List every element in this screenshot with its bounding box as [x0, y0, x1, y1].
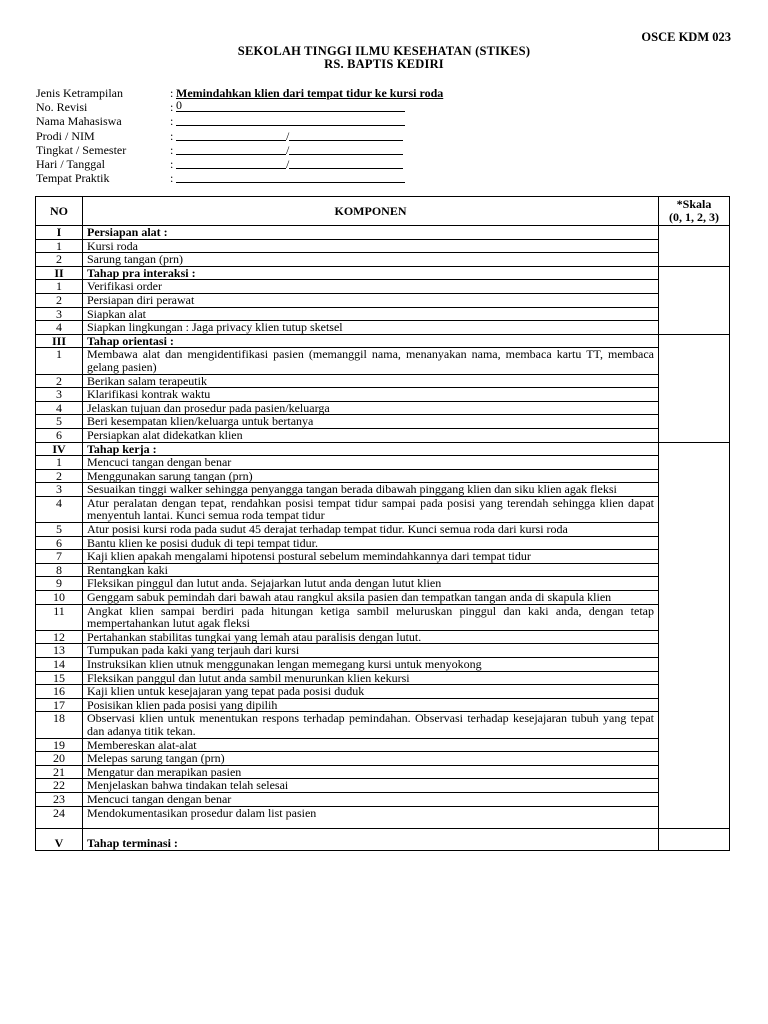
item-text: Bantu klien ke posisi duduk di tepi tempat tidur. — [83, 536, 659, 550]
item-text: Jelaskan tujuan dan prosedur pada pasien/keluarga — [83, 401, 659, 415]
table-row — [36, 280, 730, 294]
colon: : — [170, 128, 174, 143]
table-row — [36, 685, 730, 699]
table-row — [36, 253, 730, 267]
item-text: Beri kesempatan klien/keluarga untuk bertanya — [83, 415, 659, 429]
blank-line[interactable] — [176, 129, 286, 141]
item-number: 2 — [36, 293, 83, 307]
table-row — [36, 348, 730, 374]
section-row — [36, 266, 730, 280]
item-number: 10 — [36, 591, 83, 605]
item-text: Pertahankan stabilitas tungkai yang lemah atau paralisis dengan lutut. — [83, 630, 659, 644]
item-number: 13 — [36, 644, 83, 658]
item-text: Angkat klien sampai berdiri pada hitungan ketiga sambil meluruskan pinggul dan kaki anda, dengan tetap mempertahankan lutut agak fleksi — [83, 604, 659, 630]
table-header-row — [36, 197, 730, 226]
info-row — [36, 157, 443, 171]
colon: : — [170, 171, 174, 186]
table-row — [36, 374, 730, 388]
section-row — [36, 334, 730, 348]
section-number: V — [36, 828, 83, 850]
section-title: Tahap pra interaksi : — [83, 266, 659, 280]
field-label: Tingkat / Semester — [36, 142, 127, 157]
score-cell[interactable] — [659, 266, 730, 334]
blank-line[interactable] — [176, 143, 286, 155]
table-row — [36, 591, 730, 605]
section-number: IV — [36, 442, 83, 456]
item-number: 7 — [36, 550, 83, 564]
item-number: 20 — [36, 752, 83, 766]
section-title: Tahap kerja : — [83, 442, 659, 456]
item-text: Mendokumentasikan prosedur dalam list pasien — [83, 806, 659, 828]
slash-separator: / — [286, 142, 290, 157]
table-row — [36, 644, 730, 658]
section-number: II — [36, 266, 83, 280]
item-number: 24 — [36, 806, 83, 828]
table-row — [36, 550, 730, 564]
blank-line[interactable] — [176, 157, 286, 169]
section-row — [36, 226, 730, 240]
item-number: 4 — [36, 401, 83, 415]
table-row — [36, 307, 730, 321]
info-row — [36, 129, 443, 143]
item-text: Persiapan diri perawat — [83, 293, 659, 307]
item-text: Membawa alat dan mengidentifikasi pasien (memanggil nama, menanyakan nama, membaca kartu TT, membaca gelang pasien) — [83, 348, 659, 374]
item-number: 1 — [36, 280, 83, 294]
item-number: 17 — [36, 698, 83, 712]
table-row — [36, 456, 730, 470]
item-text: Genggam sabuk pemindah dari bawah atau rangkul aksila pasien dan tempatkan tangan anda di skapula klien — [83, 591, 659, 605]
item-number: 16 — [36, 685, 83, 699]
item-number: 14 — [36, 658, 83, 672]
item-number: 6 — [36, 428, 83, 442]
score-cell[interactable] — [659, 334, 730, 442]
table-row — [36, 765, 730, 779]
item-number: 1 — [36, 348, 83, 374]
colon: : — [170, 156, 174, 171]
table-row — [36, 738, 730, 752]
item-number: 21 — [36, 765, 83, 779]
item-text: Fleksikan panggul dan lutut anda sambil menurunkan klien kekursi — [83, 671, 659, 685]
item-number: 2 — [36, 253, 83, 267]
table-row — [36, 388, 730, 402]
table-row — [36, 698, 730, 712]
table-row — [36, 321, 730, 335]
section-row — [36, 828, 730, 850]
slash-separator: / — [286, 156, 290, 171]
header-skala-label: *Skala — [676, 197, 712, 211]
item-number: 1 — [36, 456, 83, 470]
item-text: Mencuci tangan dengan benar — [83, 792, 659, 806]
institution-title: SEKOLAH TINGGI ILMU KESEHATAN (STIKES) — [237, 44, 531, 58]
section-row — [36, 442, 730, 456]
info-row — [36, 171, 443, 185]
blank-line[interactable] — [289, 157, 403, 169]
table-row — [36, 483, 730, 497]
field-label: Hari / Tanggal — [36, 156, 105, 171]
item-text: Sesuaikan tinggi walker sehingga penyangga tangan berada dibawah pinggang klien dan siku klien agak fleksi — [83, 483, 659, 497]
item-text: Tumpukan pada kaki yang terjauh dari kursi — [83, 644, 659, 658]
item-text: Melepas sarung tangan (prn) — [83, 752, 659, 766]
item-text: Atur posisi kursi roda pada sudut 45 derajat terhadap tempat tidur. Kunci semua roda dari kursi roda — [83, 523, 659, 537]
blank-line[interactable] — [289, 129, 403, 141]
blank-line[interactable] — [176, 114, 405, 126]
table-row — [36, 523, 730, 537]
field-label: Tempat Praktik — [36, 171, 110, 186]
item-number: 3 — [36, 307, 83, 321]
item-text: Kaji klien untuk kesejajaran yang tepat pada posisi duduk — [83, 685, 659, 699]
table-row — [36, 658, 730, 672]
hospital-title: RS. BAPTIS KEDIRI — [324, 57, 444, 71]
score-cell[interactable] — [659, 442, 730, 828]
item-number: 6 — [36, 536, 83, 550]
item-text: Membereskan alat-alat — [83, 738, 659, 752]
item-text: Observasi klien untuk menentukan respons terhadap pemindahan. Observasi terhadap kesejajaran tubuh yang tepat dan adanya titik tekan. — [83, 712, 659, 738]
checklist-table — [35, 196, 730, 851]
item-number: 9 — [36, 577, 83, 591]
table-row — [36, 712, 730, 738]
item-number: 5 — [36, 415, 83, 429]
table-row — [36, 752, 730, 766]
document-code: OSCE KDM 023 — [641, 30, 731, 44]
field-label: No. Revisi — [36, 100, 88, 115]
info-row — [36, 86, 443, 100]
table-row — [36, 563, 730, 577]
section-title: Tahap terminasi : — [83, 828, 659, 850]
info-row — [36, 114, 443, 128]
item-number: 3 — [36, 483, 83, 497]
item-text: Rentangkan kaki — [83, 563, 659, 577]
blank-line[interactable]: 0 — [176, 100, 405, 112]
table-row — [36, 469, 730, 483]
table-row — [36, 293, 730, 307]
item-number: 15 — [36, 671, 83, 685]
colon: : — [170, 142, 174, 157]
section-number: III — [36, 334, 83, 348]
colon: : — [170, 86, 174, 100]
item-text: Persiapkan alat didekatkan klien — [83, 428, 659, 442]
item-number: 1 — [36, 239, 83, 253]
item-number: 18 — [36, 712, 83, 738]
blank-line[interactable] — [289, 143, 403, 155]
section-title: Tahap orientasi : — [83, 334, 659, 348]
item-number: 2 — [36, 374, 83, 388]
item-text: Mengatur dan merapikan pasien — [83, 765, 659, 779]
table-row — [36, 806, 730, 828]
colon: : — [170, 100, 174, 115]
info-row — [36, 143, 443, 157]
table-row — [36, 604, 730, 630]
table-row — [36, 428, 730, 442]
item-number: 12 — [36, 630, 83, 644]
score-cell[interactable] — [659, 828, 730, 850]
score-cell[interactable] — [659, 226, 730, 267]
item-text: Siapkan alat — [83, 307, 659, 321]
item-text: Menjelaskan bahwa tindakan telah selesai — [83, 779, 659, 793]
table-row — [36, 415, 730, 429]
item-number: 2 — [36, 469, 83, 483]
info-fields — [36, 86, 443, 185]
item-text: Verifikasi order — [83, 280, 659, 294]
table-row — [36, 577, 730, 591]
header-komponen: KOMPONEN — [83, 197, 659, 226]
item-number: 23 — [36, 792, 83, 806]
header-skala — [659, 197, 730, 226]
skill-name: Memindahkan klien dari tempat tidur ke kursi roda — [176, 86, 444, 100]
field-label: Nama Mahasiswa — [36, 114, 122, 129]
table-row — [36, 630, 730, 644]
item-text: Instruksikan klien utnuk menggunakan lengan memegang kursi untuk menyokong — [83, 658, 659, 672]
item-number: 4 — [36, 321, 83, 335]
item-text: Mencuci tangan dengan benar — [83, 456, 659, 470]
table-row — [36, 671, 730, 685]
item-text: Kaji klien apakah mengalami hipotensi postural sebelum memindahkannya dari tempat tidur — [83, 550, 659, 564]
item-text: Fleksikan pinggul dan lutut anda. Sejajarkan lutut anda dengan lutut klien — [83, 577, 659, 591]
item-text: Klarifikasi kontrak waktu — [83, 388, 659, 402]
item-text: Siapkan lingkungan : Jaga privacy klien tutup sketsel — [83, 321, 659, 335]
colon: : — [170, 114, 174, 129]
header-skala-range: (0, 1, 2, 3) — [669, 210, 719, 224]
item-text: Kursi roda — [83, 239, 659, 253]
item-text: Berikan salam terapeutik — [83, 374, 659, 388]
item-text: Atur peralatan dengan tepat, rendahkan posisi tempat tidur sampai pada posisi yang terendah sehingga klien dapat menyentuh lantai. Kunci semua roda tempat tidur — [83, 496, 659, 522]
table-row — [36, 239, 730, 253]
table-row — [36, 496, 730, 522]
item-number: 8 — [36, 563, 83, 577]
item-number: 11 — [36, 604, 83, 630]
blank-line[interactable] — [176, 171, 405, 183]
item-number: 19 — [36, 738, 83, 752]
table-row — [36, 779, 730, 793]
item-text: Sarung tangan (prn) — [83, 253, 659, 267]
info-row — [36, 100, 443, 114]
item-text: Menggunakan sarung tangan (prn) — [83, 469, 659, 483]
item-number: 3 — [36, 388, 83, 402]
item-number: 4 — [36, 496, 83, 522]
field-label: Prodi / NIM — [36, 128, 95, 143]
item-text: Posisikan klien pada posisi yang dipilih — [83, 698, 659, 712]
slash-separator: / — [286, 128, 290, 143]
header-no: NO — [36, 197, 83, 226]
table-row — [36, 536, 730, 550]
section-title: Persiapan alat : — [83, 226, 659, 240]
item-number: 22 — [36, 779, 83, 793]
table-row — [36, 792, 730, 806]
section-number: I — [36, 226, 83, 240]
item-number: 5 — [36, 523, 83, 537]
table-row — [36, 401, 730, 415]
field-label: Jenis Ketrampilan — [36, 86, 123, 100]
